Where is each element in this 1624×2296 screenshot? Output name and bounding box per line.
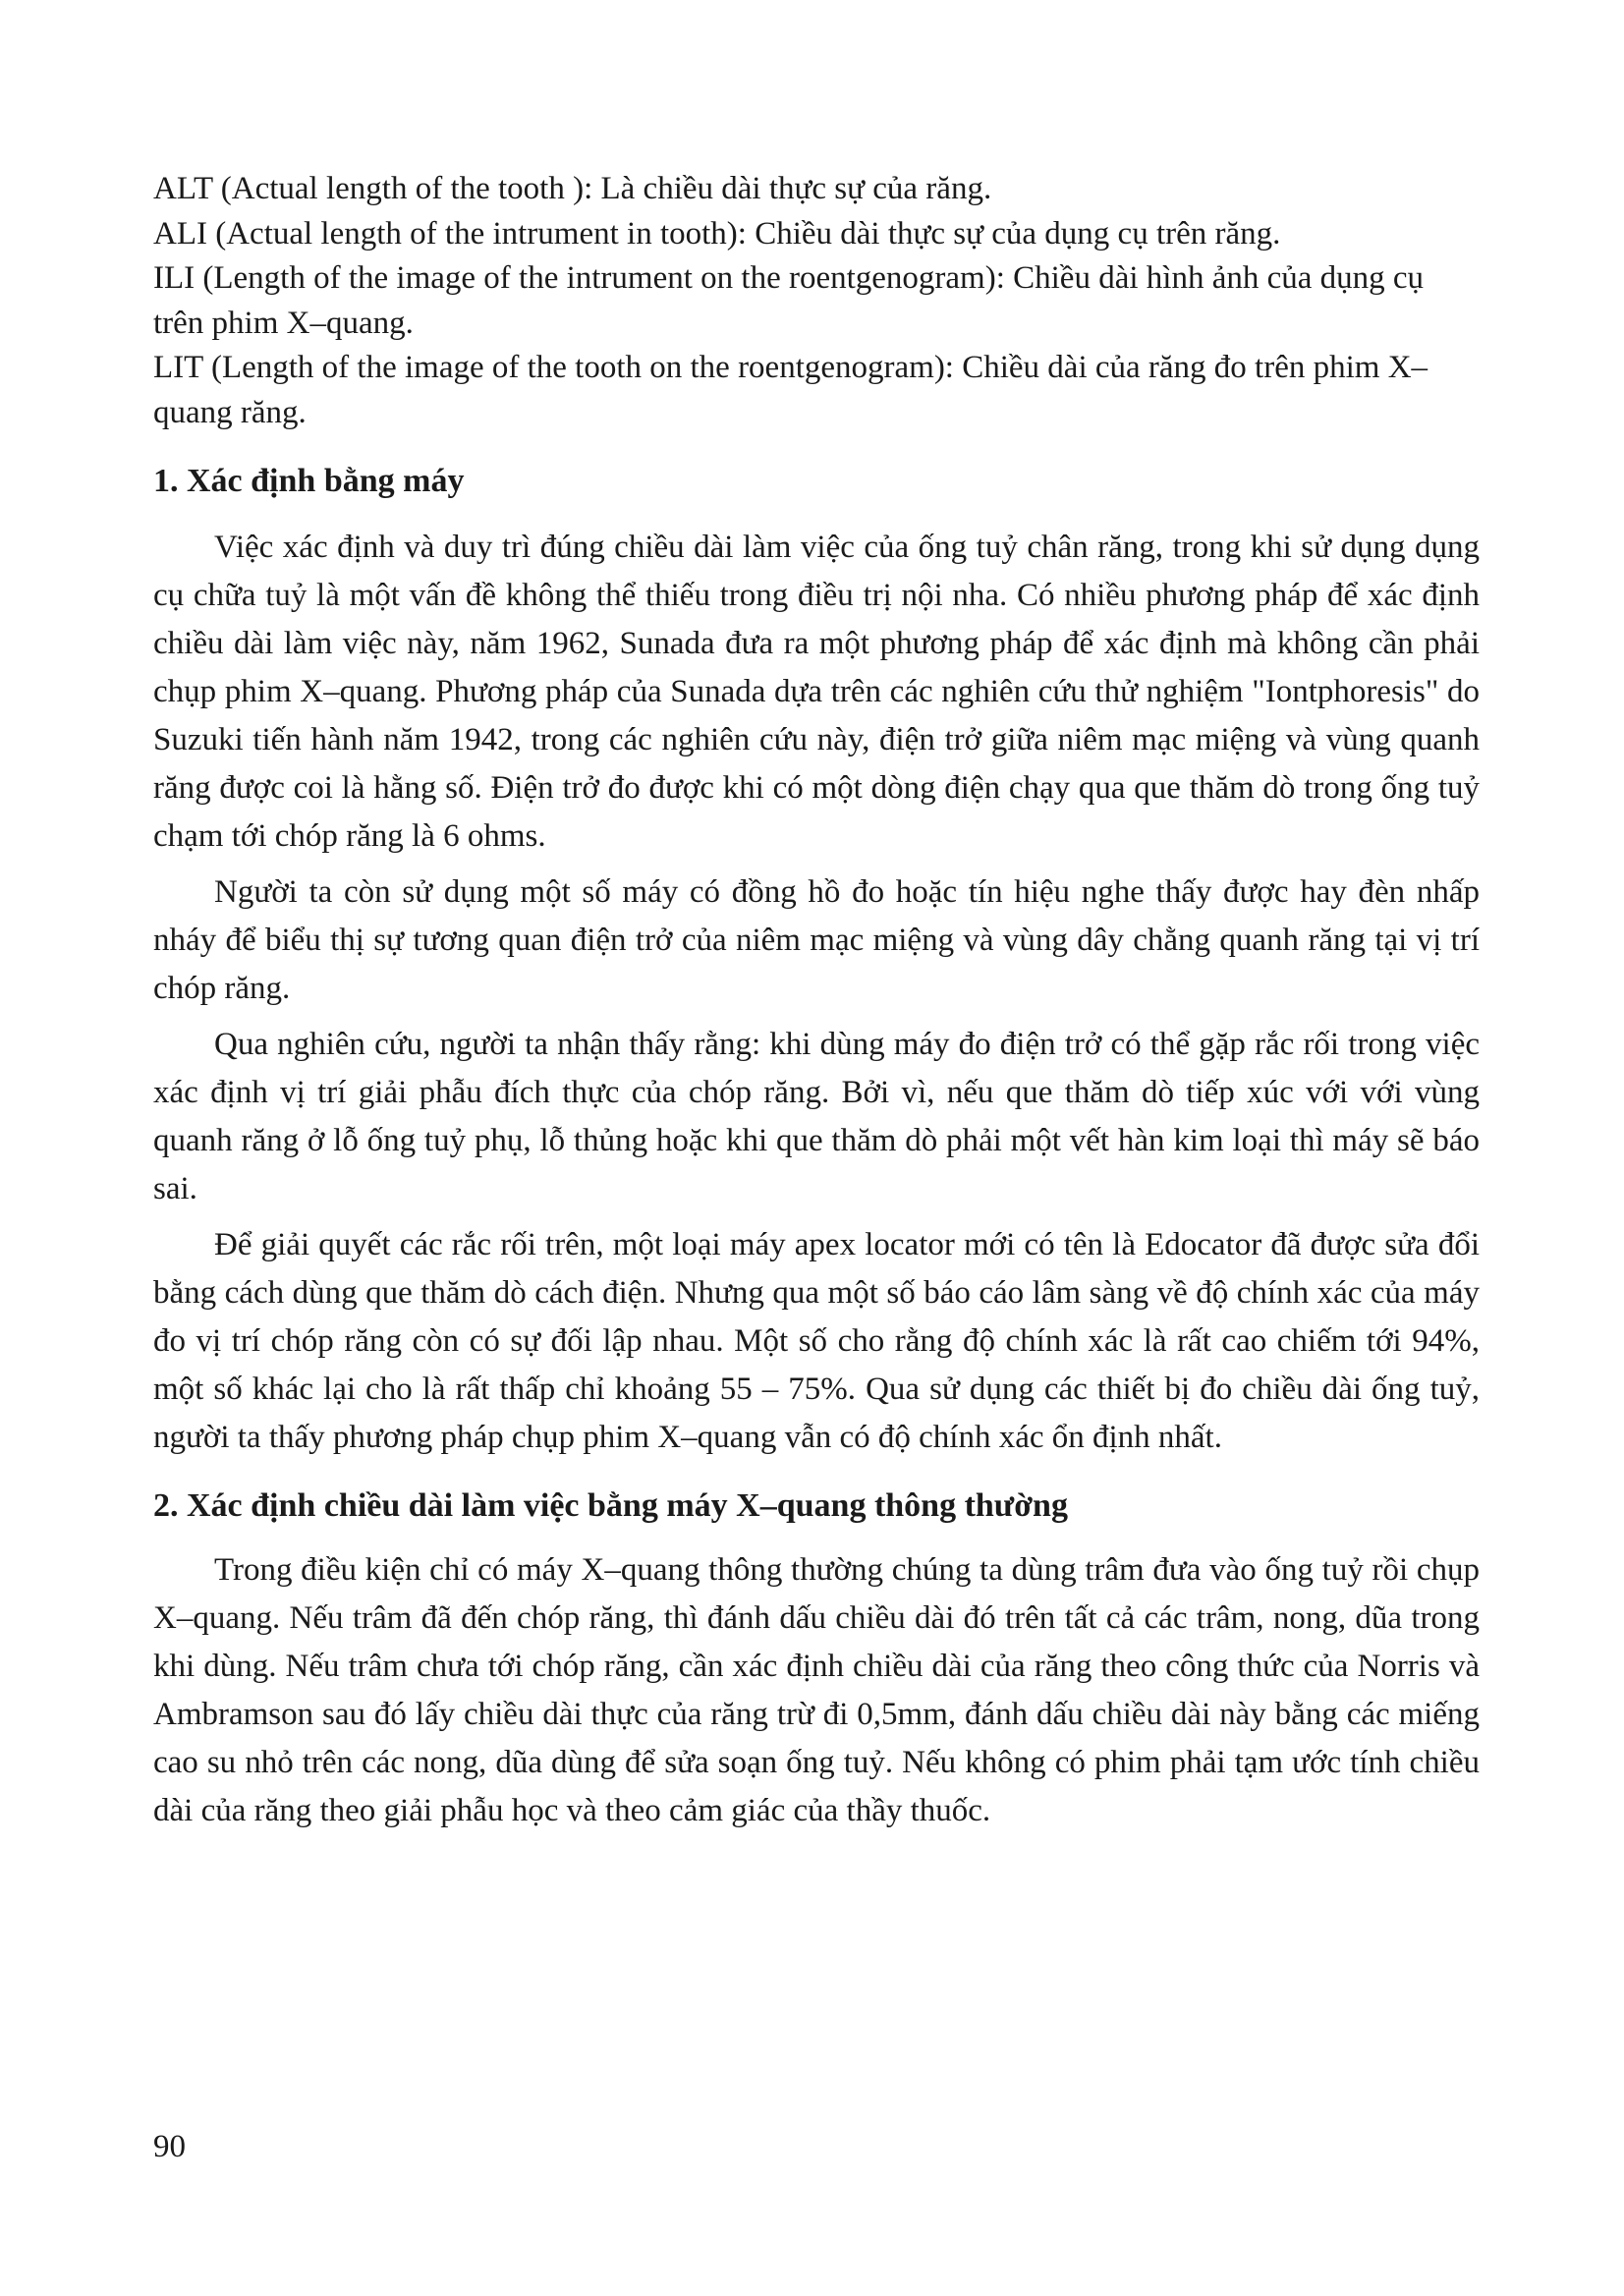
section-1-paragraph: Để giải quyết các rắc rối trên, một loại máy apex locator mới có tên là Edocator đã được sửa đổi bằng cách dùng que thăm dò cách điện. Nhưng qua một số báo cáo lâm sàng về độ chính xác của máy đo vị trí chóp răng còn có sự đối lập nhau. Một số cho rằng độ chính xác là rất cao chiếm tới 94%, một số khác lại cho là rất thấp chỉ khoảng 55 – 75%. Qua sử dụng các thiết bị đo chiều dài ống tuỷ, người ta thấy phương pháp chụp phim X–quang vẫn có độ chính xác ổn định nhất. — [153, 1227, 1480, 1455]
section-2-body — [153, 1546, 1480, 1835]
definition-ili: ILI (Length of the image of the intrument on the roentgenogram): Chiều dài hình ảnh của dụng cụ trên phim X–quang. — [153, 260, 1425, 341]
section-1-paragraph: Việc xác định và duy trì đúng chiều dài làm việc của ống tuỷ chân răng, trong khi sử dụng dụng cụ chữa tuỷ là một vấn đề không thể thiếu trong điều trị nội nha. Có nhiều phương pháp để xác định chiều dài làm việc này, năm 1962, Sunada đưa ra một phương pháp để xác định mà không cần phải chụp phim X–quang. Phương pháp của Sunada dựa trên các nghiên cứu thử nghiệm "Iontphoresis" do Suzuki tiến hành năm 1942, trong các nghiên cứu này, điện trở giữa niêm mạc miệng và vùng quanh răng được coi là hằng số. Điện trở đo được khi có một dòng điện chạy qua que thăm dò trong ống tuỷ chạm tới chóp răng là 6 ohms. — [153, 530, 1480, 854]
page-number: 90 — [153, 2129, 186, 2164]
definition-lit: LIT (Length of the image of the tooth on the roentgenogram): Chiều dài của răng đo trên phim X–quang răng. — [153, 350, 1428, 430]
section-1-paragraph: Qua nghiên cứu, người ta nhận thấy rằng: khi dùng máy đo điện trở có thể gặp rắc rối trong việc xác định vị trí giải phẫu đích thực của chóp răng. Bởi vì, nếu que thăm dò tiếp xúc với với vùng quanh răng ở lỗ ống tuỷ phụ, lỗ thủng hoặc khi que thăm dò phải một vết hàn kim loại thì máy sẽ báo sai. — [153, 1027, 1480, 1206]
section-2-paragraph: Trong điều kiện chỉ có máy X–quang thông thường chúng ta dùng trâm đưa vào ống tuỷ rồi chụp X–quang. Nếu trâm đã đến chóp răng, thì đánh dấu chiều dài đó trên tất cả các trâm, nong, dũa trong khi dùng. Nếu trâm chưa tới chóp răng, cần xác định chiều dài của răng theo công thức của Norris và Ambramson sau đó lấy chiều dài thực của răng trừ đi 0,5mm, đánh dấu chiều dài này bằng các miếng cao su nhỏ trên các nong, dũa dùng để sửa soạn ống tuỷ. Nếu không có phim phải tạm ước tính chiều dài của răng theo giải phẫu học và theo cảm giác của thầy thuốc. — [153, 1552, 1480, 1828]
page-content — [153, 167, 1480, 1843]
definitions-list — [153, 167, 1480, 435]
definition-ali: ALI (Actual length of the intrument in tooth): Chiều dài thực sự của dụng cụ trên răng. — [153, 215, 1281, 252]
section-1-paragraph: Người ta còn sử dụng một số máy có đồng hồ đo hoặc tín hiệu nghe thấy được hay đèn nhấp nháy để biểu thị sự tương quan điện trở của niêm mạc miệng và vùng dây chằng quanh răng tại vị trí chóp răng. — [153, 874, 1480, 1006]
section-2-heading: 2. Xác định chiều dài làm việc bằng máy X–quang thông thường — [153, 1487, 1068, 1524]
section-1-heading: 1. Xác định bằng máy — [153, 463, 465, 499]
section-1-body — [153, 524, 1480, 1462]
definition-alt: ALT (Actual length of the tooth ): Là chiều dài thực sự của răng. — [153, 171, 992, 206]
